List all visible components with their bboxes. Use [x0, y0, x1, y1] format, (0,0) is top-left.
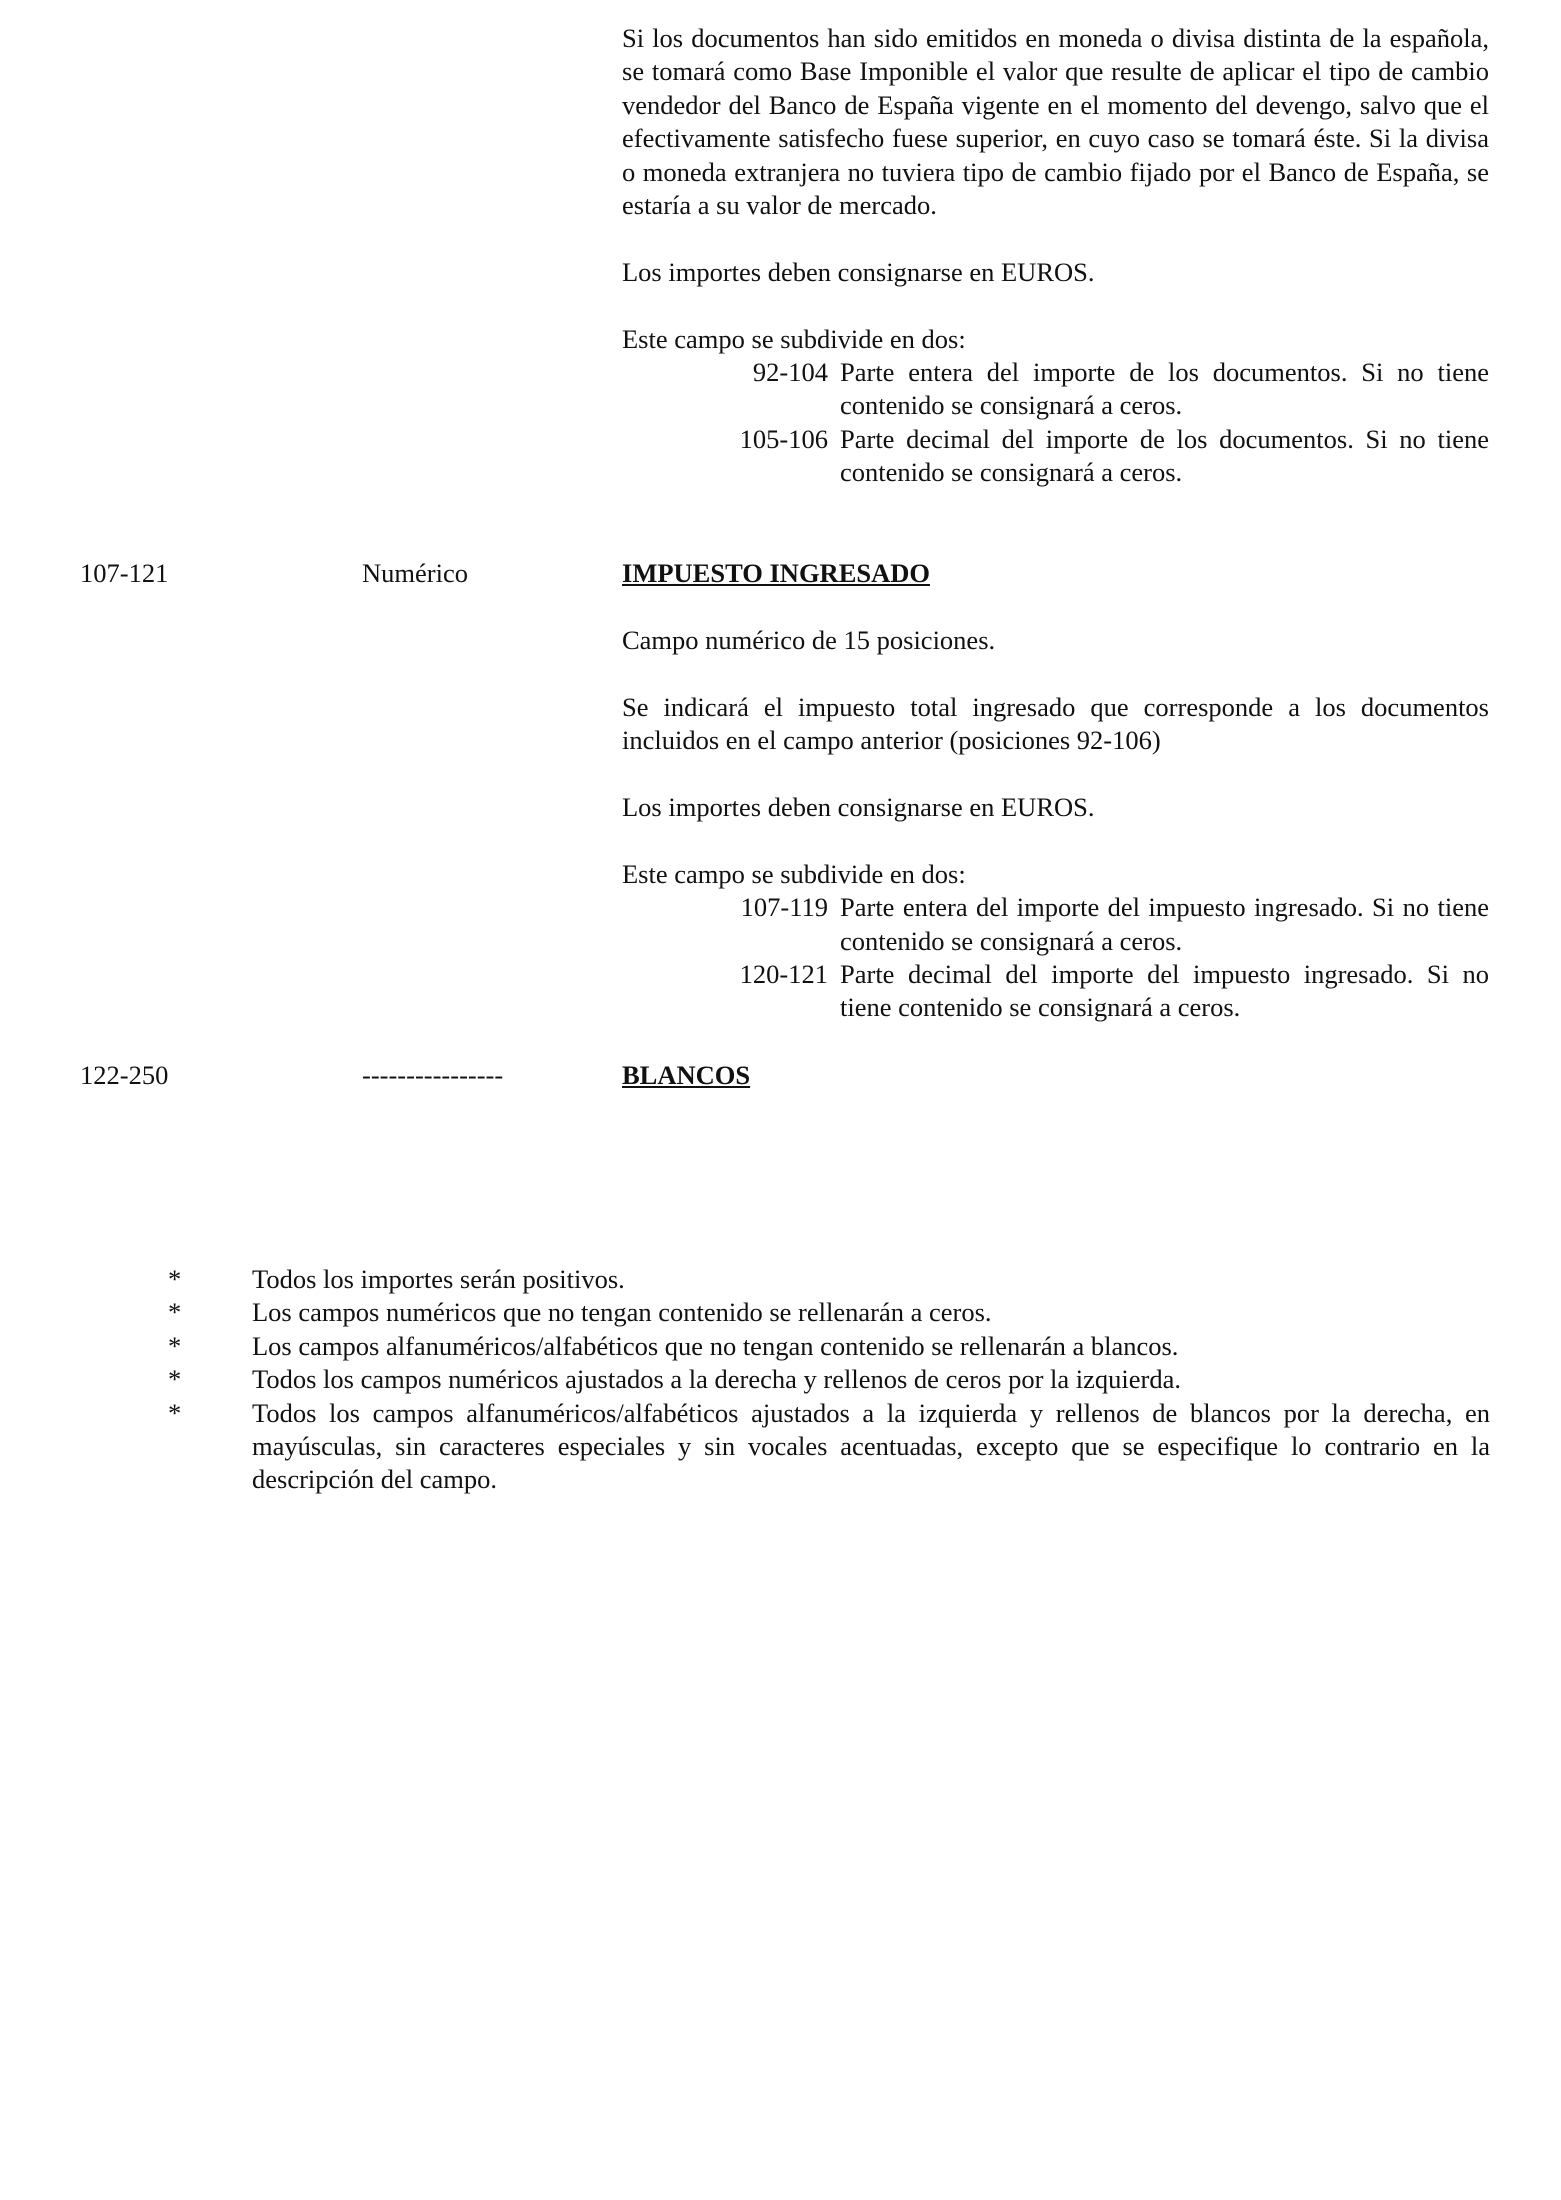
field-name: BLANCOS — [622, 1060, 751, 1090]
note-item — [160, 1330, 1490, 1363]
field-description — [622, 624, 1489, 1025]
subfield-range: 92-104 — [752, 357, 828, 388]
description-paragraph: Los importes deben consignarse en EUROS. — [622, 792, 1095, 822]
subdivide-label: Este campo se subdivide en dos: — [622, 323, 966, 354]
note-item — [160, 1263, 1490, 1296]
subfield-text: Parte entera del importe del impuesto ingresado. Si no tiene contenido se consignará a ceros. — [840, 892, 1489, 956]
previous-field-description — [622, 22, 1489, 490]
note-bullet: * — [168, 1330, 182, 1361]
note-bullet: * — [168, 1364, 182, 1395]
subfield-text: Parte entera del importe de los documentos. Si no tiene contenido se consignará a ceros. — [840, 357, 1489, 421]
description-paragraph: Si los documentos han sido emitidos en moneda o divisa distinta de la española, se tomará como Base Imponible el valor que resulte de aplicar el tipo de cambio vendedor del Banco de España vigente en el momento del devengo, salvo que el efectivamente satisfecho fuese superior, en cuyo caso se tomará éste. Si la divisa o moneda extranjera no tuviera tipo de cambio fijado por el Banco de España, se estaría a su valor de mercado. — [622, 23, 1489, 221]
note-text: Todos los importes serán positivos. — [252, 1264, 625, 1294]
note-text: Todos los campos alfanuméricos/alfabéticos ajustados a la izquierda y rellenos de blancos por la derecha, en mayúsculas, sin caracteres especiales y sin vocales acentuadas, excepto que se especifique lo contrario en la descripción del campo. — [252, 1397, 1490, 1495]
note-item — [160, 1397, 1490, 1497]
field-position: 107-121 — [80, 558, 169, 588]
note-text: Todos los campos numéricos ajustados a la derecha y rellenos de ceros por la izquierda. — [252, 1364, 1182, 1395]
field-type: Numérico — [362, 558, 468, 588]
note-bullet: * — [168, 1297, 182, 1328]
subfield-text: Parte decimal del importe de los documentos. Si no tiene contenido se consignará a ceros. — [840, 423, 1489, 488]
subfield-range: 120-121 — [739, 959, 828, 990]
field-row-impuesto-ingresado — [0, 557, 1561, 591]
subfield-item — [622, 423, 1489, 490]
general-notes — [160, 1263, 1490, 1497]
subfield-item — [622, 891, 1489, 958]
note-bullet: * — [168, 1264, 182, 1294]
subfield-item — [622, 356, 1489, 423]
subfield-range: 107-119 — [740, 892, 828, 923]
subdivide-label: Este campo se subdivide en dos: — [622, 858, 966, 889]
note-bullet: * — [168, 1397, 182, 1428]
field-position: 122-250 — [80, 1060, 169, 1090]
note-item — [160, 1363, 1490, 1396]
note-item — [160, 1296, 1490, 1329]
field-name: IMPUESTO INGRESADO — [622, 558, 930, 588]
description-paragraph: Se indicará el impuesto total ingresado que corresponde a los documentos incluidos en el campo anterior (posiciones 92-106) — [622, 691, 1489, 756]
note-text: Los campos alfanuméricos/alfabéticos que no tengan contenido se rellenarán a blancos. — [252, 1330, 1179, 1361]
description-paragraph: Los importes deben consignarse en EUROS. — [622, 256, 1095, 287]
subfield-item — [622, 958, 1489, 1025]
subfield-range: 105-106 — [739, 423, 828, 454]
field-type: ---------------- — [362, 1060, 504, 1090]
note-text: Los campos numéricos que no tengan contenido se rellenarán a ceros. — [252, 1297, 992, 1328]
subfield-text: Parte decimal del importe del impuesto ingresado. Si no tiene contenido se consignará a ceros. — [840, 959, 1489, 1023]
field-row-blancos — [0, 1059, 1561, 1093]
description-paragraph: Campo numérico de 15 posiciones. — [622, 625, 996, 655]
